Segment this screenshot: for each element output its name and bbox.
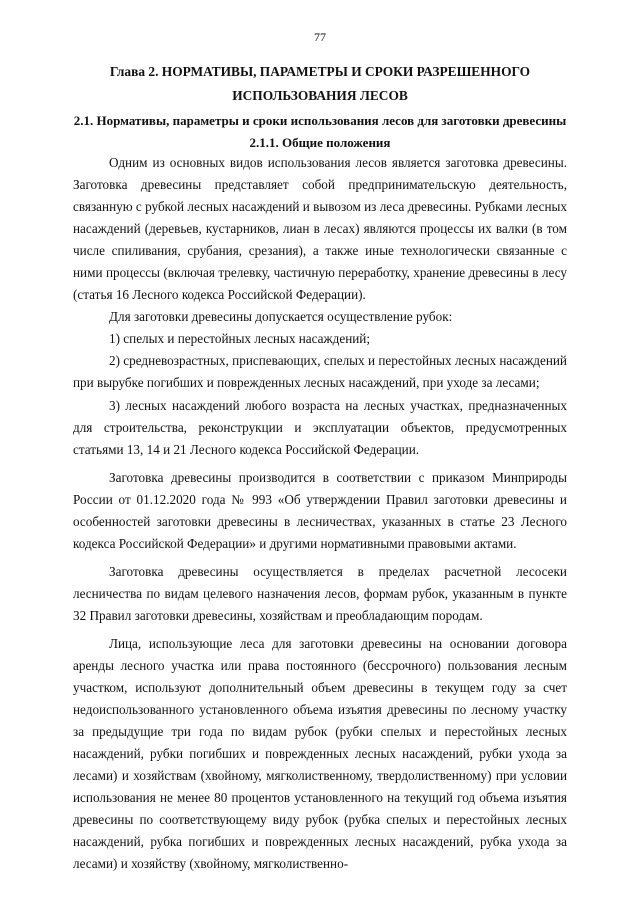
subsection-title: 2.1.1. Общие положения <box>249 135 391 150</box>
chapter-title: Глава 2. НОРМАТИВЫ, ПАРАМЕТРЫ И СРОКИ РАЗРЕШЕННОГО ИСПОЛЬЗОВАНИЯ ЛЕСОВ <box>109 64 531 103</box>
paragraph-allowable-cut: Заготовка древесины осуществляется в пределах расчетной лесосеки лесничества по видам целевого назначения лесов, формам рубок, указанным в пункте 32 Правил заготовки древесины, хозяйствам и преобладающим породам. <box>73 563 567 623</box>
body-text <box>73 152 567 876</box>
paragraph-allowed-cuttings: Для заготовки древесины допускается осуществление рубок: <box>109 309 453 325</box>
list-item-2: 2) средневозрастных, приспевающих, спелых и перестойных лесных насаждений при вырубке погибших и поврежденных лесных насаждений, при уходе за лесами; <box>73 353 567 391</box>
page-number: 77 <box>314 30 326 44</box>
list-item-3: 3) лесных насаждений любого возраста на лесных участках, предназначенных для строительства, реконструкции и эксплуатации объектов, предусмотренных статьями 13, 14 и 21 Лесного кодекса Российской Федерации. <box>73 397 567 457</box>
section-title: 2.1. Нормативы, параметры и сроки использования лесов для заготовки древесины <box>73 113 567 128</box>
list-item-1: 1) спелых и перестойных лесных насаждений; <box>109 331 371 347</box>
paragraph-intro: Одним из основных видов использования лесов является заготовка древесины. Заготовка древесины представляет собой предпринимательскую деятельность, связанную с рубкой лесных насаждений и вывозом из леса древесины. Рубками лесных насаждений (деревьев, кустарников, лиан в лесах) являются процессы их валки (в том числе спиливания, срубания, срезания), а также иные технологически связанные с ними процессы (включая трелевку, частичную переработку, хранение древесины в лесу (статья 16 Лесного кодекса Российской Федерации). <box>73 155 567 303</box>
paragraph-additional-volume: Лица, использующие леса для заготовки древесины на основании договора аренды лесного участка или права постоянного (бессрочного) пользования лесным участком, используют дополнительный объем древесины в текущем году за счет недоиспользованного установленного объема изъятия древесины по лесному участку за предыдущие три года по видам рубок (рубки спелых и перестойных лесных насаждений, рубки погибших и поврежденных лесных насаждений, рубки ухода за лесами) и хозяйствам (хвойному, мягколиственному, твердолиственному) при условии использования не менее 80 процентов установленного на текущий год объема изъятия древесины по соответствующему виду рубок (рубка спелых и перестойных лесных насаждений, рубка погибших и поврежденных лесных насаждений, рубка ухода за лесами) и хозяйству (хвойному, мягколиственно- <box>73 635 567 872</box>
paragraph-order-reference: Заготовка древесины производится в соответствии с приказом Минприроды России от 01.12.2020 года № 993 «Об утверждении Правил заготовки древесины и особенностей заготовки древесины в лесничествах, указанных в статье 23 Лесного кодекса Российской Федерации» и другими нормативными правовыми актами. <box>73 469 567 551</box>
